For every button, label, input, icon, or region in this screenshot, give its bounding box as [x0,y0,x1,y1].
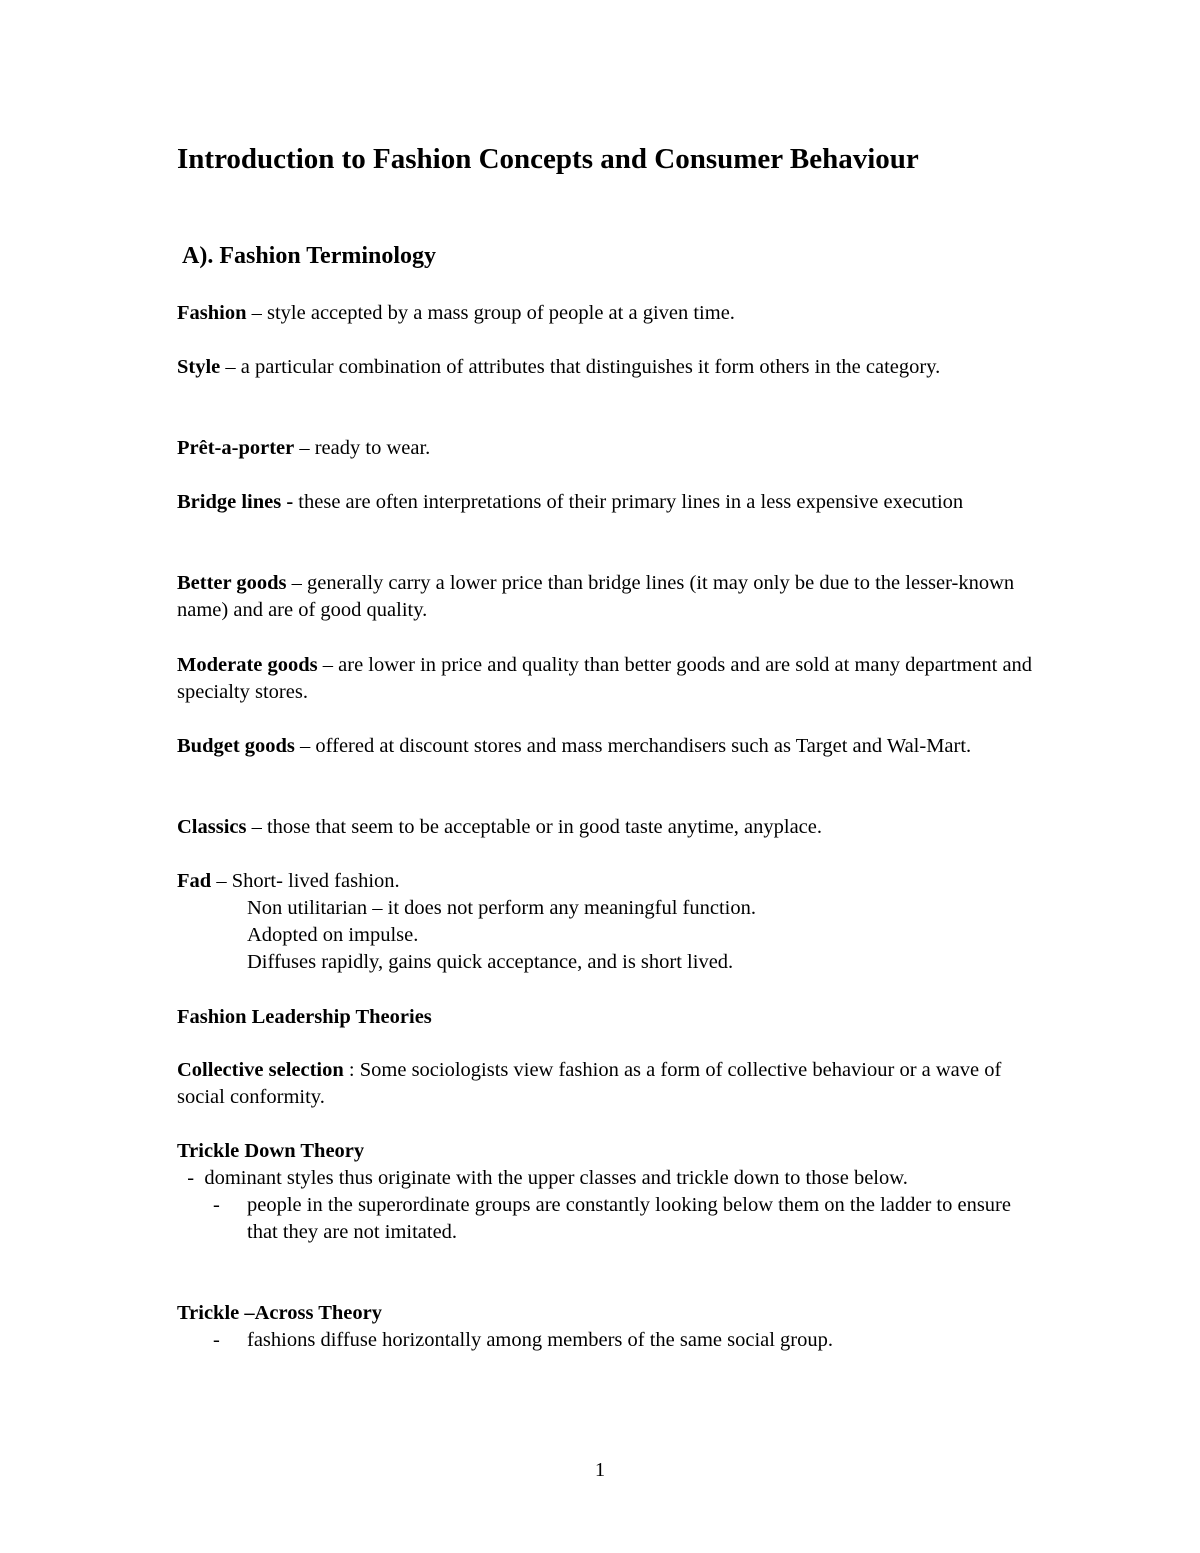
term-label: Fad [177,870,212,892]
term-separator: : [343,1059,360,1081]
term-entry-style [177,354,1037,381]
term-entry-budget-goods [177,733,1037,760]
term-separator: – [246,302,267,324]
term-label: Budget goods [177,735,295,757]
term-definition: style accepted by a mass group of people at a given time. [267,302,735,324]
bullet-dash: - [213,1329,220,1351]
term-separator: – [317,654,339,676]
term-label: Bridge lines - [177,491,294,513]
theory-collective-selection [177,1057,1037,1111]
theory-point: - dominant styles thus originate with the upper classes and trickle down to those below. [177,1167,908,1189]
term-definition: a particular combination of attributes that distinguishes it form others in the category. [240,356,941,378]
fad-line [177,868,1037,895]
fad-point: Diffuses rapidly, gains quick acceptance, and is short lived. [247,951,734,973]
term-separator: – [294,735,316,757]
theory-trickle-down [177,1138,1037,1246]
term-entry-moderate-goods [177,652,1037,706]
term-definition: Some sociologists view fashion as a form of collective behaviour or a wave of social conformity. [177,1059,1002,1108]
term-separator: – [211,870,232,892]
term-entry-pret-a-porter [177,435,1037,462]
term-entry-bridge-lines [177,489,1037,516]
fad-point: Non utilitarian – it does not perform any meaningful function. [247,897,756,919]
theory-heading: Trickle Down Theory [177,1140,365,1162]
term-separator: – [286,572,308,594]
theory-trickle-across [177,1300,1037,1354]
term-separator: – [220,356,241,378]
term-definition: ready to wear. [314,437,431,459]
term-definition: generally carry a lower price than bridge lines (it may only be due to the lesser-known name) and are of good quality. [177,572,1015,621]
theory-point-text: people in the superordinate groups are constantly looking below them on the ladder to ensure that they are not imitated. [247,1194,1011,1243]
term-label: Collective selection [177,1059,344,1081]
term-label: Classics [177,816,247,838]
term-entry-better-goods [177,570,1037,624]
term-definition: these are often interpretations of their primary lines in a less expensive execution [298,491,964,513]
term-separator: – [246,816,267,838]
term-label: Moderate goods [177,654,318,676]
term-label: Prêt-a-porter [177,437,295,459]
term-label: Fashion [177,302,247,324]
section-heading-fashion-leadership-theories: Fashion Leadership Theories [177,1006,432,1028]
term-definition: offered at discount stores and mass merchandisers such as Target and Wal-Mart. [315,735,972,757]
term-entry-fashion [177,300,1037,327]
term-label: Style [177,356,221,378]
bullet-dash: - [213,1194,220,1216]
page-number: 1 [594,1459,606,1481]
theory-point [177,1192,1037,1246]
term-entry-classics [177,814,1037,841]
term-definition: those that seem to be acceptable or in good taste anytime, anyplace. [266,816,822,838]
term-separator: – [294,437,315,459]
theory-point [177,1327,1037,1354]
theory-point-text: fashions diffuse horizontally among members of the same social group. [247,1329,834,1351]
theory-heading: Trickle –Across Theory [177,1302,382,1324]
term-entry-fad [177,868,1037,976]
term-definition: Short- lived fashion. [231,870,400,892]
document-title: Introduction to Fashion Concepts and Consumer Behaviour [177,143,919,175]
term-label: Better goods [177,572,287,594]
term-definition: are lower in price and quality than better goods and are sold at many department and specialty stores. [177,654,1033,703]
section-heading-fashion-terminology: A). Fashion Terminology [182,243,437,269]
fad-point: Adopted on impulse. [247,924,419,946]
